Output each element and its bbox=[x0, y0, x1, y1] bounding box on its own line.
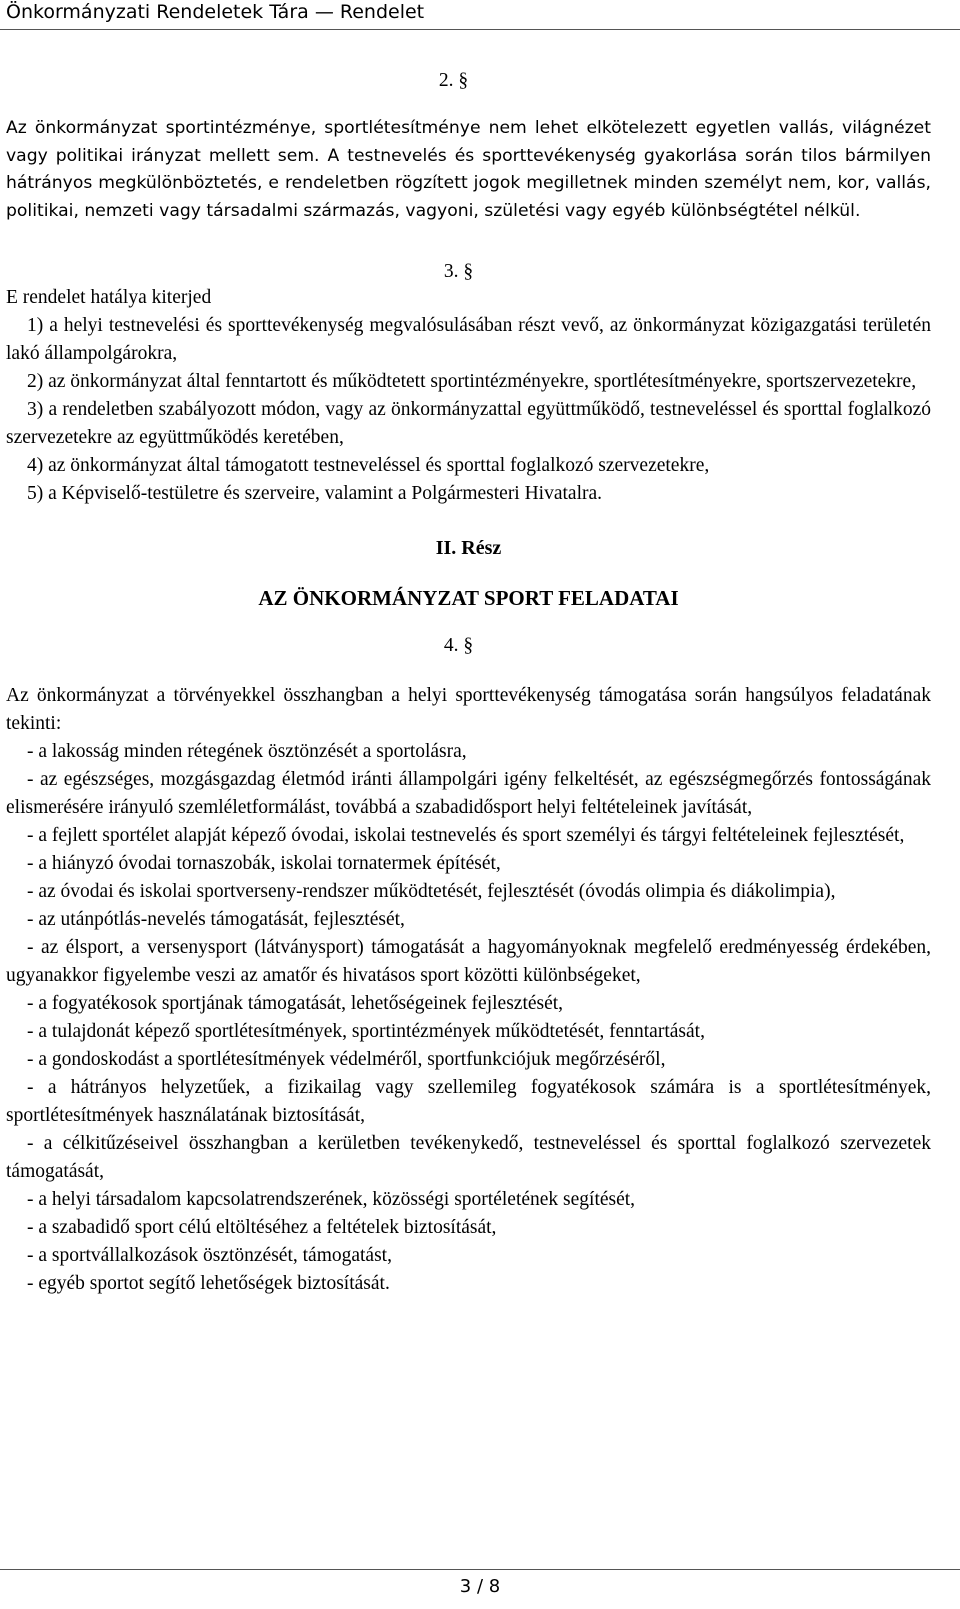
list-item: - az óvodai és iskolai sportverseny-rendszer működtetését, fejlesztését (óvodás olimpia és diákolimpia), bbox=[27, 881, 836, 902]
list-item: - a fogyatékosok sportjának támogatását, lehetőségeinek fejlesztését, bbox=[27, 993, 564, 1014]
list-item: - a fejlett sportélet alapját képező óvodai, iskolai testnevelés és sport személyi és tárgyi feltételeinek fejlesztését, bbox=[27, 825, 905, 846]
footer-divider bbox=[0, 1569, 960, 1570]
list-item: - a tulajdonát képező sportlétesítmények, sportintézmények működtetését, fenntartását, bbox=[27, 1021, 705, 1042]
page-number: 3 / 8 bbox=[459, 1576, 501, 1597]
part-label: II. Rész bbox=[435, 537, 502, 559]
list-item: - az egészséges, mozgásgazdag életmód iránti állampolgári igény felkeltését, az egészségmegőrzés fontosságának elismerésére irányuló szemléletformálást, továbbá a szabadidősport helyi feltételeinek javítását, bbox=[6, 769, 931, 818]
section-4-list bbox=[6, 738, 931, 1298]
list-item: - a sportvállalkozások ösztönzését, támogatást, bbox=[27, 1245, 392, 1266]
list-item: - a hiányzó óvodai tornaszobák, iskolai tornatermek építését, bbox=[27, 853, 501, 874]
list-item: 2) az önkormányzat által fenntartott és működtetett sportintézményekre, sportlétesítményekre, sportszervezetekre, bbox=[27, 371, 917, 392]
list-item: 5) a Képviselő-testületre és szerveire, valamint a Polgármesteri Hivatalra. bbox=[27, 483, 603, 504]
list-item: - a helyi társadalom kapcsolatrendszerének, közösségi sportéletének segítését, bbox=[27, 1189, 636, 1210]
section-3-number: 3. § bbox=[443, 261, 474, 282]
list-item: 3) a rendeletben szabályozott módon, vagy az önkormányzattal együttműködő, testneveléssel és sporttal foglalkozó szervezetekre az együttműködés keretében, bbox=[6, 399, 931, 448]
list-item: - a lakosság minden rétegének ösztönzését a sportolásra, bbox=[27, 741, 467, 762]
list-item: - a gondoskodást a sportlétesítmények védelméről, sportfunkciójuk megőrzéséről, bbox=[27, 1049, 666, 1070]
list-item: 4) az önkormányzat által támogatott testneveléssel és sporttal foglalkozó szervezetekre, bbox=[27, 455, 710, 476]
list-item: - a szabadidő sport célú eltöltéséhez a feltételek biztosítását, bbox=[27, 1217, 497, 1238]
section-4-intro: Az önkormányzat a törvényekkel összhangban a helyi sporttevékenység támogatása során hangsúlyos feladatának tekinti: bbox=[6, 685, 931, 734]
list-item: - a célkitűzéseivel összhangban a kerületben tevékenykedő, testneveléssel és sporttal foglalkozó szervezetek támogatását, bbox=[6, 1133, 931, 1182]
list-item: - az utánpótlás-nevelés támogatását, fejlesztését, bbox=[27, 909, 405, 930]
header-divider bbox=[0, 29, 960, 30]
section-3-intro: E rendelet hatálya kiterjed bbox=[6, 287, 212, 308]
section-2-text: Az önkormányzat sportintézménye, sportlétesítménye nem lehet elkötelezett egyetlen vallás, világnézet vagy politikai irányzat mellett sem. A testnevelés és sporttevékenység gyakorlása során tilos bármilyen hátrányos megkülönböztetés, e rendeletben rögzített jogok megilletnek minden személyt nem, kor, vallás, politikai, nemzeti vagy társadalmi származás, vagyoni, születési vagy egyéb különbségtétel nélkül. bbox=[6, 118, 931, 221]
list-item: - egyéb sportot segítő lehetőségek biztosítását. bbox=[27, 1273, 390, 1294]
list-item: - a hátrányos helyzetűek, a fizikailag vagy szellemileg fogyatékosok számára is a sportlétesítmények, sportlétesítmények használatának biztosítását, bbox=[6, 1077, 931, 1126]
section-4-number: 4. § bbox=[443, 635, 474, 656]
section-3-list bbox=[6, 312, 931, 508]
part-title: AZ ÖNKORMÁNYZAT SPORT FELADATAI bbox=[258, 586, 679, 610]
document-body bbox=[6, 67, 931, 1298]
section-2-number: 2. § bbox=[438, 70, 469, 91]
list-item: - az élsport, a versenysport (látványsport) támogatását a hagyományoknak megfelelő eredményesség érdekében, ugyanakkor figyelembe veszi az amatőr és hivatásos sport közötti különbségeket, bbox=[6, 937, 931, 986]
list-item: 1) a helyi testnevelési és sporttevékenység megvalósulásában részt vevő, az önkormányzat közigazgatási területén lakó állampolgárokra, bbox=[6, 315, 931, 364]
page-header-title: Önkormányzati Rendeletek Tára — Rendelet bbox=[6, 1, 425, 23]
